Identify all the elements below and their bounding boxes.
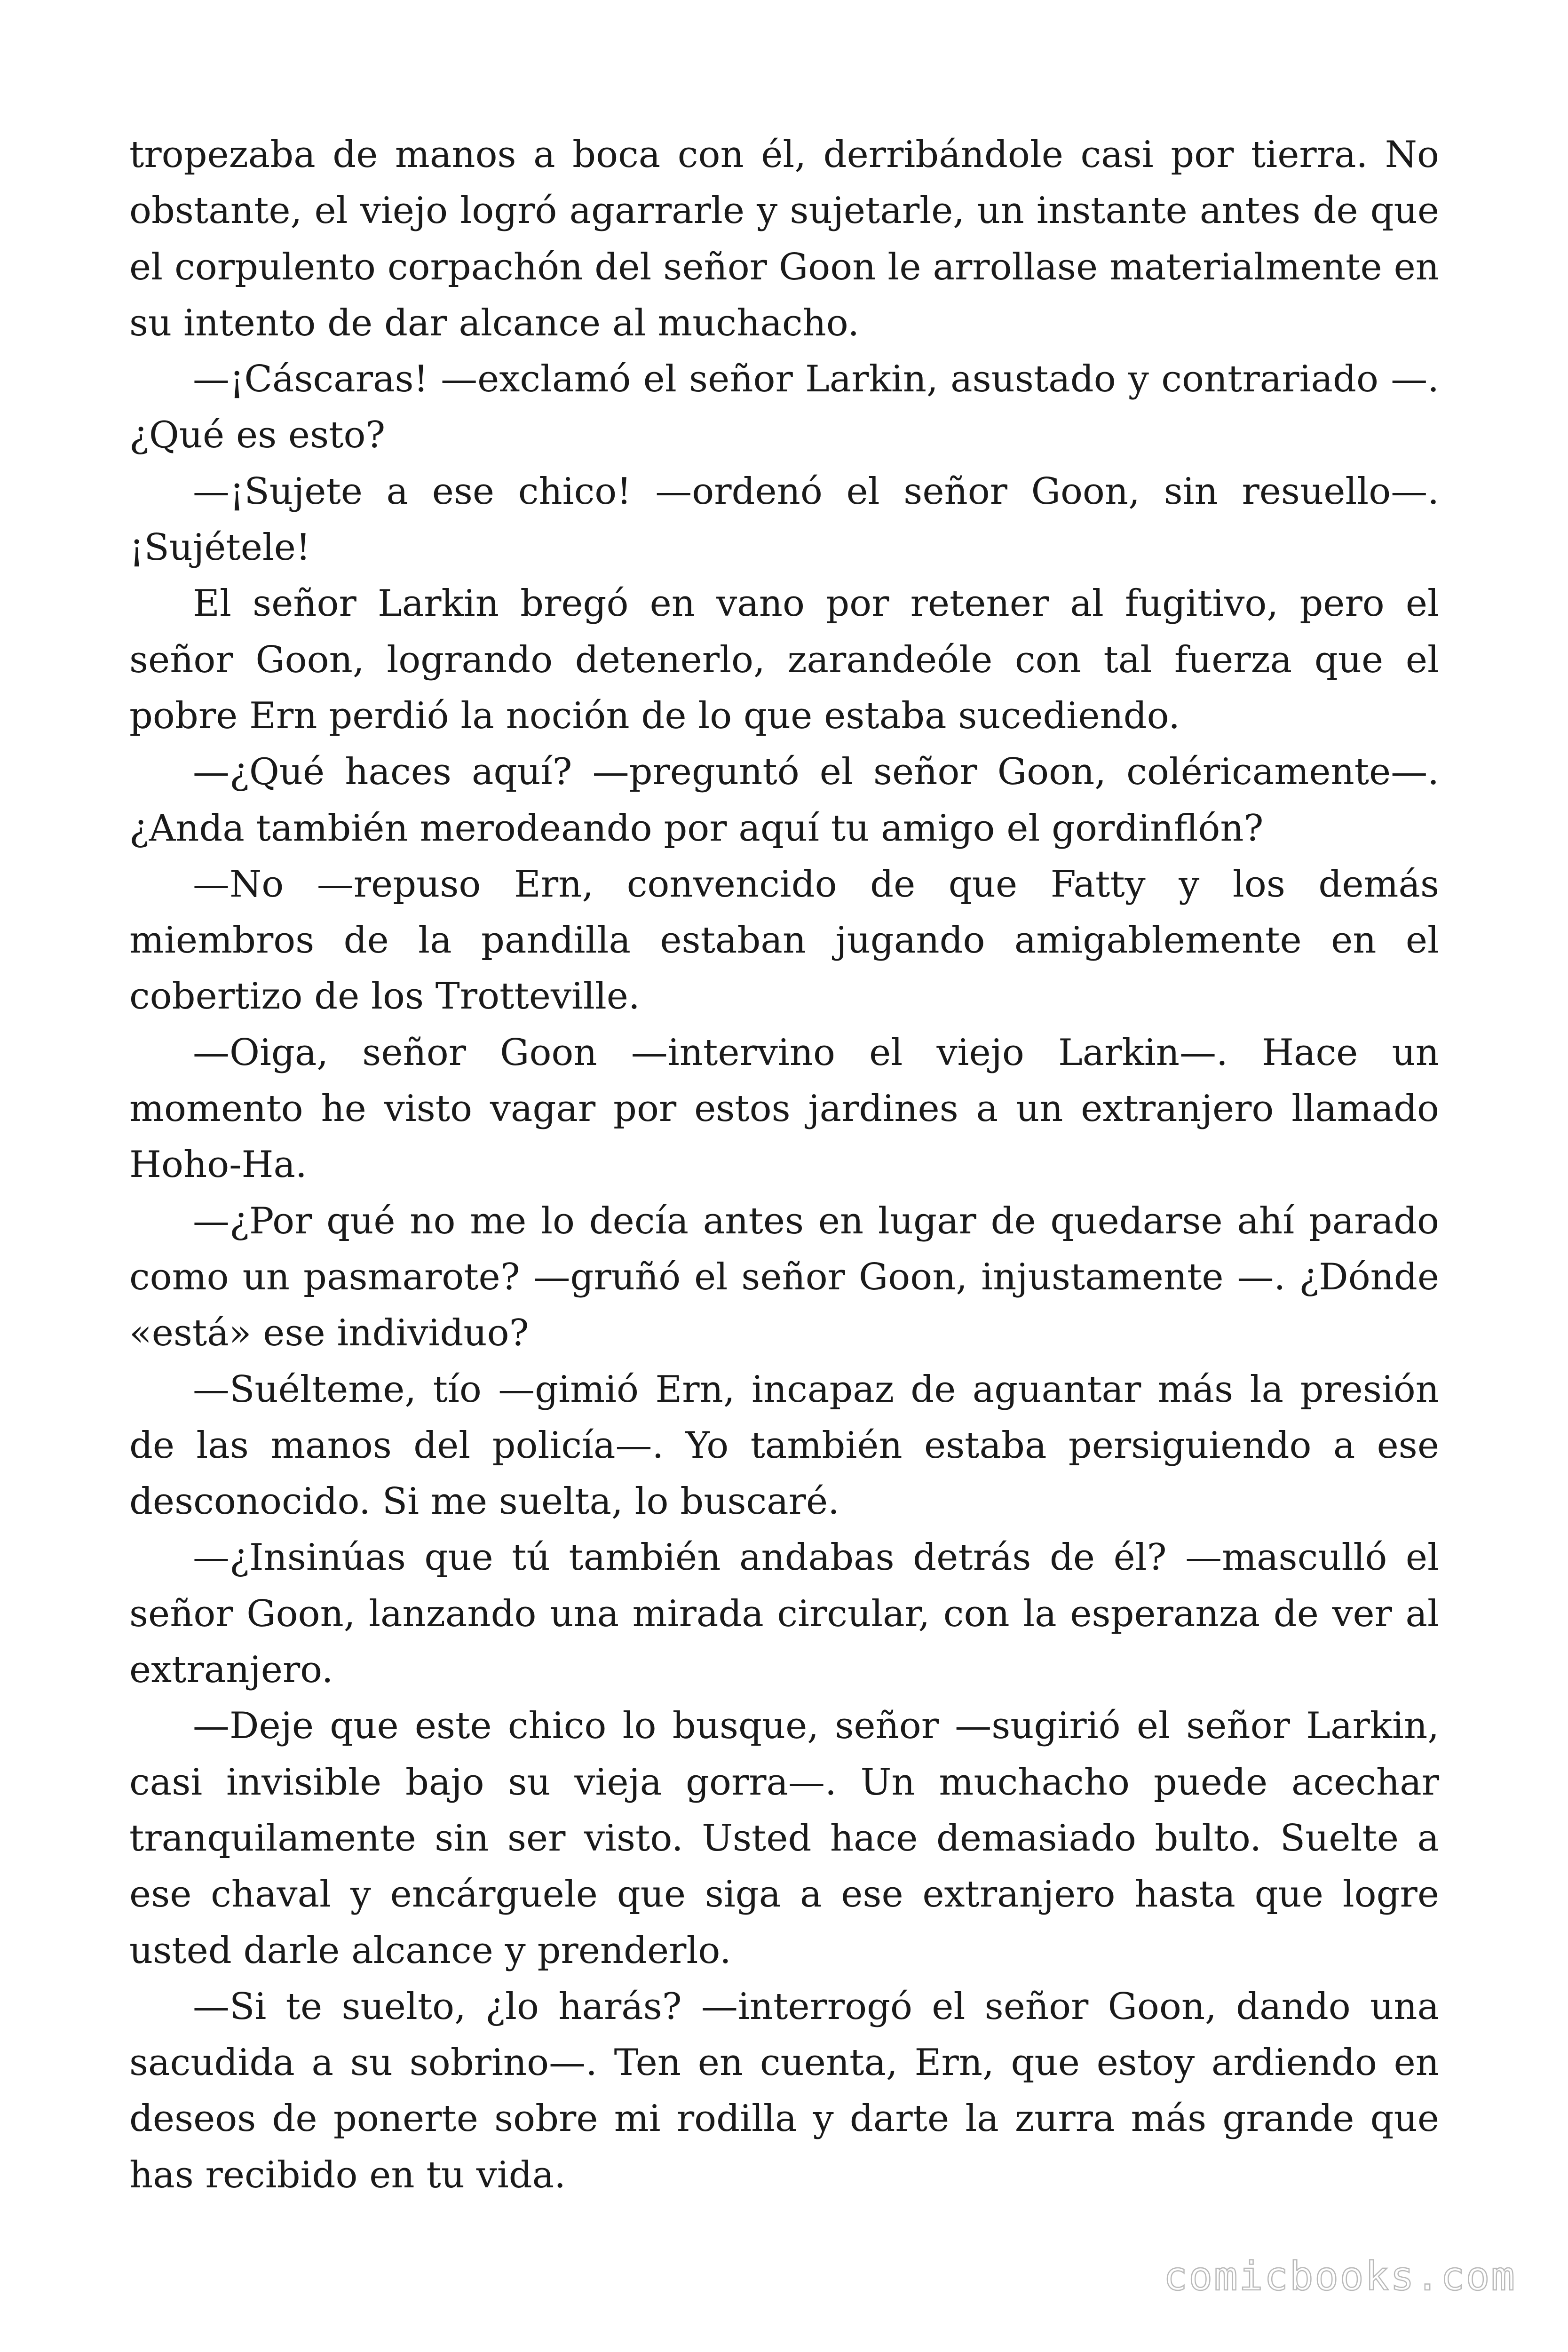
paragraph: —Deje que este chico lo busque, señor —sugirió el señor Larkin, casi invisible bajo su vieja gorra—. Un muchacho puede acechar tranquilamente sin ser visto. Usted hace demasiado bulto. Suelte a ese chaval y encárguele que siga a ese extranjero hasta que logre usted darle alcance y prenderlo.: [129, 1705, 1439, 1972]
paragraph: —No —repuso Ern, convencido de que Fatty y los demás miembros de la pandilla estaban jugando amigablemente en el cobertizo de los Trotteville.: [129, 863, 1439, 1018]
body-text: [129, 127, 1439, 2203]
paragraph: —¿Por qué no me lo decía antes en lugar de quedarse ahí parado como un pasmarote? —gruñó el señor Goon, injustamente —. ¿Dónde «está» ese individuo?: [129, 1200, 1439, 1355]
paragraph: El señor Larkin bregó en vano por retener al fugitivo, pero el señor Goon, logrando detenerlo, zarandeóle con tal fuerza que el pobre Ern perdió la noción de lo que estaba sucediendo.: [129, 582, 1439, 737]
paragraph: —¿Insinúas que tú también andabas detrás de él? —masculló el señor Goon, lanzando una mirada circular, con la esperanza de ver al extranjero.: [129, 1536, 1439, 1692]
paragraph: —¡Sujete a ese chico! —ordenó el señor Goon, sin resuello—. ¡Sujétele!: [129, 470, 1439, 569]
paragraph: —Suélteme, tío —gimió Ern, incapaz de aguantar más la presión de las manos del policía—. Yo también estaba persiguiendo a ese desconocido. Si me suelta, lo buscaré.: [129, 1368, 1439, 1523]
watermark: comicbooks.com: [1163, 2253, 1516, 2299]
paragraph: —Oiga, señor Goon —intervino el viejo Larkin—. Hace un momento he visto vagar por estos jardines a un extranjero llamado Hoho-Ha.: [129, 1031, 1439, 1186]
paragraph: —¿Qué haces aquí? —preguntó el señor Goon, coléricamente—. ¿Anda también merodeando por aquí tu amigo el gordinflón?: [129, 751, 1439, 850]
paragraph: —Si te suelto, ¿lo harás? —interrogó el señor Goon, dando una sacudida a su sobrino—. Ten en cuenta, Ern, que estoy ardiendo en deseos de ponerte sobre mi rodilla y darte la zurra más grande que has recibido en tu vida.: [129, 1985, 1439, 2196]
paragraph: —¡Cáscaras! —exclamó el señor Larkin, asustado y contrariado —. ¿Qué es esto?: [129, 358, 1439, 457]
paragraph-continuation: tropezaba de manos a boca con él, derribándole casi por tierra. No obstante, el viejo logró agarrarle y sujetarle, un instante antes de que el corpulento corpachón del señor Goon le arrollase materialmente en su intento de dar alcance al muchacho.: [129, 134, 1439, 344]
